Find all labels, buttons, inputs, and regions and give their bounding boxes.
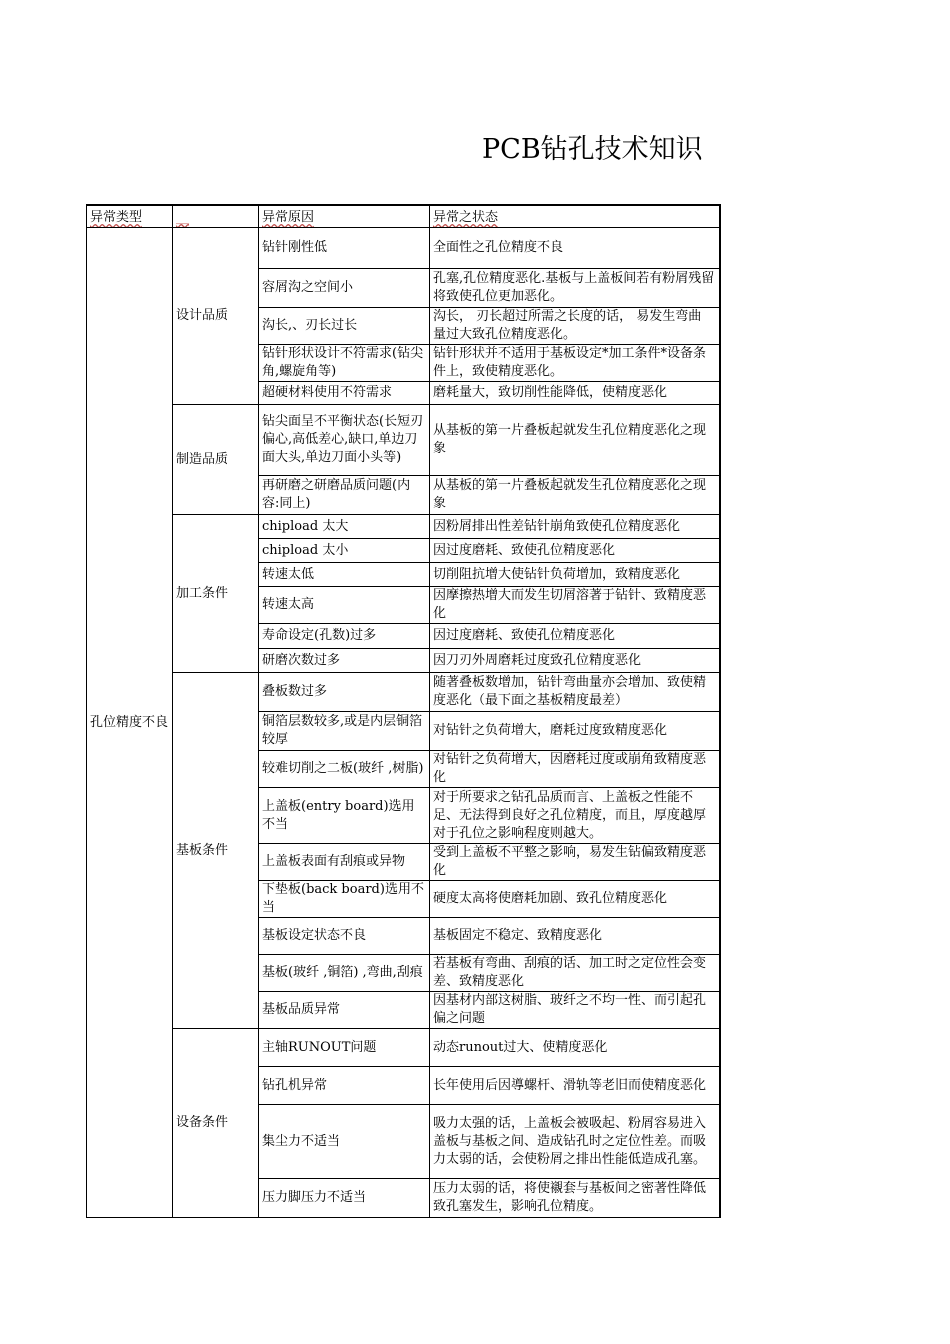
- defect-table: [86, 204, 721, 1218]
- header-row: [87, 205, 720, 228]
- header-cause-text: 异常原因: [262, 210, 315, 225]
- cause-cell: 钻孔机异常: [259, 1067, 430, 1105]
- cause-cell: 基板设定状态不良: [259, 918, 430, 955]
- state-cell: 从基板的第一片叠板起就发生孔位精度恶化之现象: [430, 476, 720, 515]
- state-cell: 对于所要求之钻孔品质而言、上盖板之性能不足、无法得到良好之孔位精度，而且，厚度越厚对于孔位之影响程度则越大。: [430, 788, 720, 844]
- group-name-cell: 加工条件: [173, 515, 259, 673]
- cause-cell: chipload 太大: [259, 515, 430, 539]
- cause-cell: 钻尖面呈不平衡状态(长短刃偏心,高低差心,缺口,单边刀面大头,单边刀面小头等): [259, 405, 430, 476]
- state-cell: 因摩擦热增大而发生切屑溶著于钻针、致精度恶化: [430, 587, 720, 624]
- cause-cell: 钻针形状设计不符需求(钻尖角,螺旋角等): [259, 345, 430, 382]
- state-cell: 因过度磨耗、致使孔位精度恶化: [430, 539, 720, 563]
- state-cell: 基板固定不稳定、致精度恶化: [430, 918, 720, 955]
- cause-cell: 基板品质异常: [259, 992, 430, 1029]
- state-cell: 钻针形状并不适用于基板设定*加工条件*设备条件上，致使精度恶化。: [430, 345, 720, 382]
- state-cell: 磨耗量大，致切削性能降低，使精度恶化: [430, 382, 720, 405]
- header-subtype: [173, 205, 259, 228]
- cause-cell: 沟长,、刃长过长: [259, 308, 430, 345]
- header-state-text: 异常之状态: [433, 210, 499, 225]
- cause-cell: 上盖板(entry board)选用不当: [259, 788, 430, 844]
- state-cell: 因粉屑排出性差钻针崩角致使孔位精度恶化: [430, 515, 720, 539]
- header-cause: [259, 205, 430, 228]
- cause-cell: 下垫板(back board)选用不当: [259, 881, 430, 918]
- state-cell: 受到上盖板不平整之影响，易发生钻偏致精度恶化: [430, 844, 720, 881]
- state-cell: 若基板有弯曲、刮痕的话、加工时之定位性会变差、致精度恶化: [430, 955, 720, 992]
- cause-cell: 基板(玻纤 ,铜箔) ,弯曲,刮痕: [259, 955, 430, 992]
- state-cell: 切削阻抗增大使钻针负荷增加，致精度恶化: [430, 563, 720, 587]
- state-cell: 动态runout过大、使精度恶化: [430, 1029, 720, 1067]
- cause-cell: 叠板数过多: [259, 673, 430, 712]
- state-cell: 因过度磨耗、致使孔位精度恶化: [430, 624, 720, 649]
- cause-cell: 再研磨之研磨品质问题(内容:同上): [259, 476, 430, 515]
- cause-cell: 容屑沟之空间小: [259, 269, 430, 308]
- group-name-cell: 设计品质: [173, 228, 259, 405]
- state-cell: 沟长， 刃长超过所需之长度的话， 易发生弯曲 量过大致孔位精度恶化。: [430, 308, 720, 345]
- header-subtype-text: __: [176, 210, 189, 225]
- cause-cell: 较难切削之二板(玻纤 ,树脂): [259, 751, 430, 788]
- state-cell: 对钻针之负荷增大，因磨耗过度或崩角致精度恶化: [430, 751, 720, 788]
- cause-cell: 研磨次数过多: [259, 649, 430, 673]
- state-cell: 孔塞,孔位精度恶化.基板与上盖板间若有粉屑残留将致使孔位更加恶化。: [430, 269, 720, 308]
- group-name-cell: 制造品质: [173, 405, 259, 515]
- state-cell: 长年使用后因導螺杆、滑轨等老旧而使精度恶化: [430, 1067, 720, 1105]
- page-title: PCB钻孔技术知识: [482, 134, 703, 165]
- cause-cell: 铜箔层数较多,或是内层铜箔较厚: [259, 712, 430, 751]
- table-row: [87, 405, 720, 476]
- table-row: [87, 1029, 720, 1067]
- cause-cell: 压力脚压力不适当: [259, 1179, 430, 1218]
- cause-cell: 钻针刚性低: [259, 228, 430, 269]
- header-defect-type: [87, 205, 173, 228]
- cause-cell: 转速太低: [259, 563, 430, 587]
- state-cell: 硬度太高将使磨耗加剧、致孔位精度恶化: [430, 881, 720, 918]
- cause-cell: 超硬材料使用不符需求: [259, 382, 430, 405]
- cause-cell: 上盖板表面有刮痕或异物: [259, 844, 430, 881]
- cause-cell: 寿命设定(孔数)过多: [259, 624, 430, 649]
- cause-cell: 转速太高: [259, 587, 430, 624]
- cause-cell: 主轴RUNOUT问题: [259, 1029, 430, 1067]
- group-name-cell: 基板条件: [173, 673, 259, 1029]
- state-cell: 因刀刃外周磨耗过度致孔位精度恶化: [430, 649, 720, 673]
- state-cell: 全面性之孔位精度不良: [430, 228, 720, 269]
- cause-cell: chipload 太小: [259, 539, 430, 563]
- table-row: [87, 515, 720, 539]
- state-cell: 因基材内部这树脂、玻纤之不均一性、而引起孔偏之问题: [430, 992, 720, 1029]
- group-name-cell: 设备条件: [173, 1029, 259, 1218]
- state-cell: 从基板的第一片叠板起就发生孔位精度恶化之现象: [430, 405, 720, 476]
- table-row: [87, 673, 720, 712]
- category-cell: 孔位精度不良: [87, 228, 173, 1218]
- table-row: [87, 228, 720, 269]
- state-cell: 压力太弱的话，将使襯套与基板间之密著性降低致孔塞发生，影响孔位精度。: [430, 1179, 720, 1218]
- header-defect-type-text: 异常类型: [90, 210, 143, 225]
- state-cell: 吸力太强的话，上盖板会被吸起、粉屑容易进入盖板与基板之间、造成钻孔时之定位性差。而吸力太弱的话，会使粉屑之排出性能低造成孔塞。: [430, 1105, 720, 1179]
- state-cell: 对钻针之负荷增大，磨耗过度致精度恶化: [430, 712, 720, 751]
- header-state: [430, 205, 720, 228]
- state-cell: 随著叠板数增加，钻针弯曲量亦会增加、致使精度恶化（最下面之基板精度最差）: [430, 673, 720, 712]
- cause-cell: 集尘力不适当: [259, 1105, 430, 1179]
